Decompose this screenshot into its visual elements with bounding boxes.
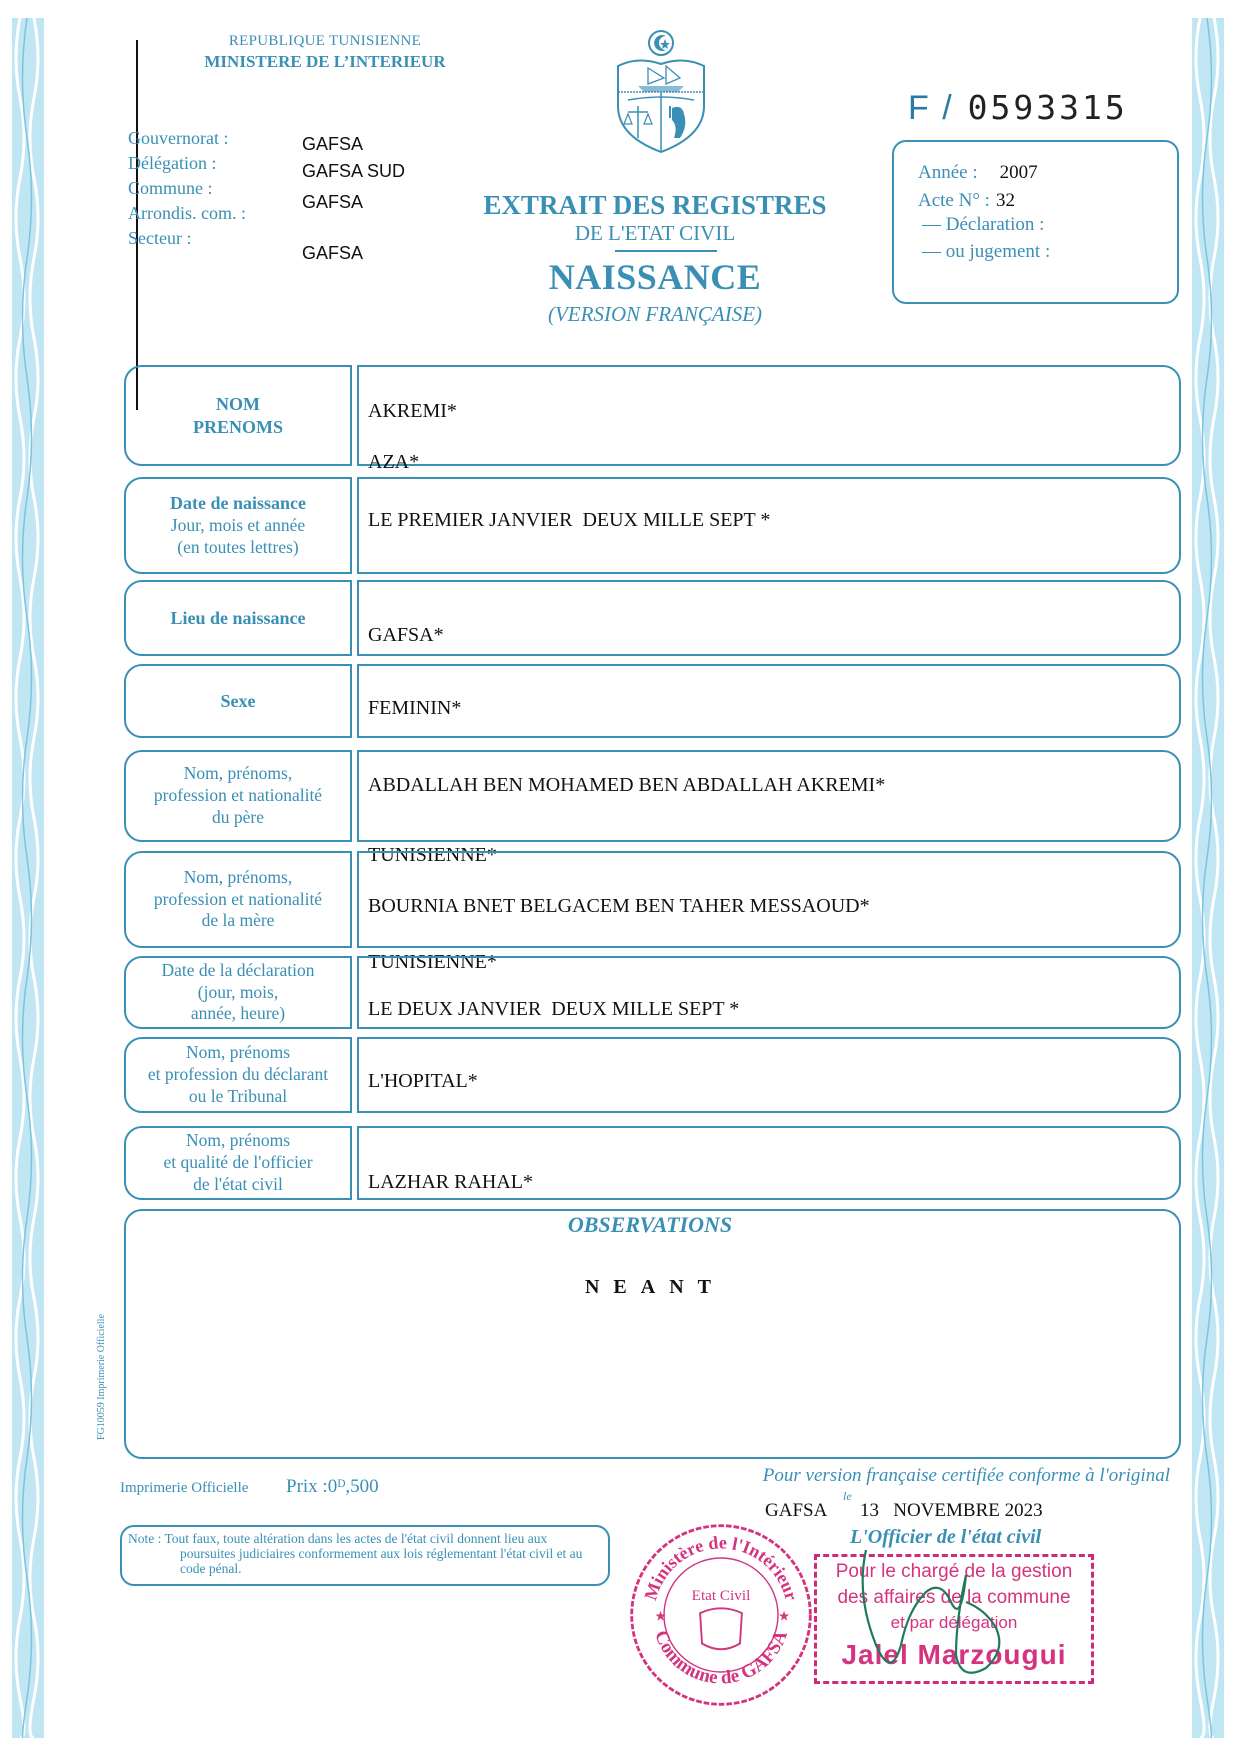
acte-box <box>892 140 1179 304</box>
row-value-text: LE DEUX JANVIER DEUX MILLE SEPT * <box>368 998 740 1020</box>
acte-number-label: Acte N° : <box>918 190 990 211</box>
row-label-line: (en toutes lettres) <box>177 536 299 557</box>
row-label-line: et profession du déclarant <box>147 1064 329 1085</box>
row-label <box>124 750 352 842</box>
row-label-line: (jour, mois, <box>197 981 279 1002</box>
row-value-text: LAZHAR RAHAL* <box>368 1171 533 1193</box>
stamp-line-3: et par délégation <box>890 1613 1018 1632</box>
legal-note-line-3: code pénal. <box>180 1561 242 1577</box>
title-sub: DE L'ETAT CIVIL <box>574 221 736 245</box>
row-label-line: Nom, prénoms <box>185 1042 291 1063</box>
stamp-star-icon: ★ <box>778 1608 790 1624</box>
row-label-line: Nom, prénoms, <box>183 763 293 784</box>
row-label <box>124 580 352 656</box>
row-label-line: Date de naissance <box>170 493 306 514</box>
stamp-line-4: Jalel Marzougui <box>841 1639 1067 1670</box>
row-value-box <box>357 365 1181 466</box>
row-label <box>124 851 352 948</box>
row-label-line: profession et nationalité <box>153 785 323 806</box>
row-value-text: AZA* <box>368 451 420 473</box>
commune-stamp-icon <box>626 1520 816 1710</box>
annee-label: Année : <box>918 162 978 183</box>
commune-label: Commune : <box>128 178 213 198</box>
row-label <box>124 477 352 574</box>
signature-place: GAFSA <box>765 1500 828 1521</box>
row-label-line: et qualité de l'officier <box>163 1152 313 1173</box>
header-republic: REPUBLIQUE TUNISIENNE <box>228 33 422 49</box>
row-value-text: ABDALLAH BEN MOHAMED BEN ABDALLAH AKREMI* <box>368 774 886 796</box>
legal-note-text <box>128 1531 598 1576</box>
legal-note-line-1: Note : Tout faux, toute altération dans les actes de l'état civil donnent lieu aux <box>128 1531 548 1546</box>
row-label <box>124 956 352 1029</box>
svg-text:Commune de GAFSA <box>650 1627 792 1688</box>
row-value-box <box>357 1037 1181 1113</box>
row-label-line: profession et nationalité <box>153 888 323 909</box>
row-label-line: NOM <box>216 394 260 414</box>
stamp-star-icon: ★ <box>654 1608 667 1624</box>
row-label-line: Nom, prénoms, <box>183 866 293 887</box>
row-value-text: TUNISIENNE* <box>368 951 497 973</box>
row-label-line: Lieu de naissance <box>170 607 306 628</box>
title-version: (VERSION FRANÇAISE) <box>547 302 763 326</box>
row-label-line: Jour, mois et année <box>170 514 306 535</box>
title-document-type: NAISSANCE <box>548 257 762 297</box>
acte-number-value: 32 <box>995 190 1015 211</box>
guilloche-border-right <box>1190 18 1226 1738</box>
row-label <box>124 664 352 738</box>
title-rule <box>615 250 717 252</box>
observations-box <box>124 1209 1181 1459</box>
row-label <box>124 1037 352 1113</box>
stamp-circle-middle: Etat Civil <box>691 1586 751 1604</box>
annee-field <box>918 162 1038 184</box>
margin-rule <box>136 40 138 410</box>
jugement-label: — ou jugement : <box>922 241 1051 262</box>
stamp-line-2: des affaires de la commune <box>837 1587 1071 1608</box>
row-label-line: Nom, prénoms <box>185 1130 291 1151</box>
secteur-label: Secteur : <box>128 228 192 248</box>
stamp-line-1: Pour le chargé de la gestion <box>835 1561 1073 1582</box>
row-label-line: de la mère <box>201 910 275 931</box>
observations-value: NEANT <box>584 1276 725 1298</box>
date-le-label: le <box>843 1489 852 1503</box>
row-label-line: du père <box>212 806 264 827</box>
serial-number <box>908 88 1128 128</box>
arrondissement-label: Arrondis. com. : <box>128 203 246 223</box>
row-value-box <box>357 580 1181 656</box>
side-print-text: FG10059 Imprimerie Officielle <box>96 1314 107 1440</box>
imprimerie-label: Imprimerie Officielle <box>120 1480 249 1496</box>
header-ministry: MINISTERE DE L’INTERIEUR <box>204 52 446 71</box>
acte-number-field <box>918 190 1015 212</box>
row-value-text: GAFSA* <box>368 624 444 646</box>
delegation-value: GAFSA SUD <box>302 161 406 181</box>
row-label <box>124 1126 352 1200</box>
row-value-text: LE PREMIER JANVIER DEUX MILLE SEPT * <box>368 509 771 531</box>
handwritten-signature-icon <box>846 1540 1036 1690</box>
officier-title: L'Officier de l'état civil <box>850 1526 1042 1548</box>
row-label-line: ou le Tribunal <box>188 1085 288 1106</box>
observations-title: OBSERVATIONS <box>567 1212 733 1237</box>
signature-date: 13 NOVEMBRE 2023 <box>860 1500 1043 1521</box>
gouvernorat-label: Gouvernorat : <box>128 128 229 148</box>
row-label-line: de l'état civil <box>193 1173 283 1194</box>
row-label <box>124 365 352 466</box>
delegation-label: Délégation : <box>128 153 217 173</box>
row-label-line: année, heure) <box>190 1003 286 1024</box>
coat-of-arms-icon <box>608 26 714 156</box>
row-value-box <box>357 664 1181 738</box>
gouvernorat-value: GAFSA <box>302 134 364 154</box>
stamp-circle-bottom: Commune de GAFSA <box>650 1627 792 1689</box>
commune-value: GAFSA <box>302 192 364 212</box>
row-value-text: L'HOPITAL* <box>368 1070 478 1092</box>
row-label-line: Sexe <box>220 690 256 711</box>
row-label-line: PRENOMS <box>193 416 283 437</box>
row-value-text: AKREMI* <box>368 400 457 422</box>
legal-note-box <box>120 1525 610 1586</box>
title-main: EXTRAIT DES REGISTRES <box>483 190 827 220</box>
row-value-text: BOURNIA BNET BELGACEM BEN TAHER MESSAOUD* <box>368 895 870 917</box>
row-value-text: TUNISIENNE* <box>368 844 497 866</box>
annee-value: 2007 <box>999 162 1038 183</box>
declaration-label: — Déclaration : <box>922 214 1045 235</box>
serial-value: 0593315 <box>967 88 1128 127</box>
row-label-line: Date de la déclaration <box>161 959 315 980</box>
guilloche-border-left <box>10 18 46 1738</box>
certification-text: Pour version française certifiée conforme à l'original <box>762 1465 1170 1486</box>
stamp-circle-top: Ministère de l'Intérieur <box>640 1532 802 1603</box>
secteur-value: GAFSA <box>302 243 364 263</box>
row-value-text: FEMININ* <box>368 697 462 719</box>
price-label: Prix :0ᴰ,500 <box>286 1476 379 1497</box>
serial-prefix: F / <box>908 89 954 127</box>
legal-note-line-2: poursuites judiciaires conformement aux lois réglementant l'état civil et au <box>180 1546 583 1562</box>
